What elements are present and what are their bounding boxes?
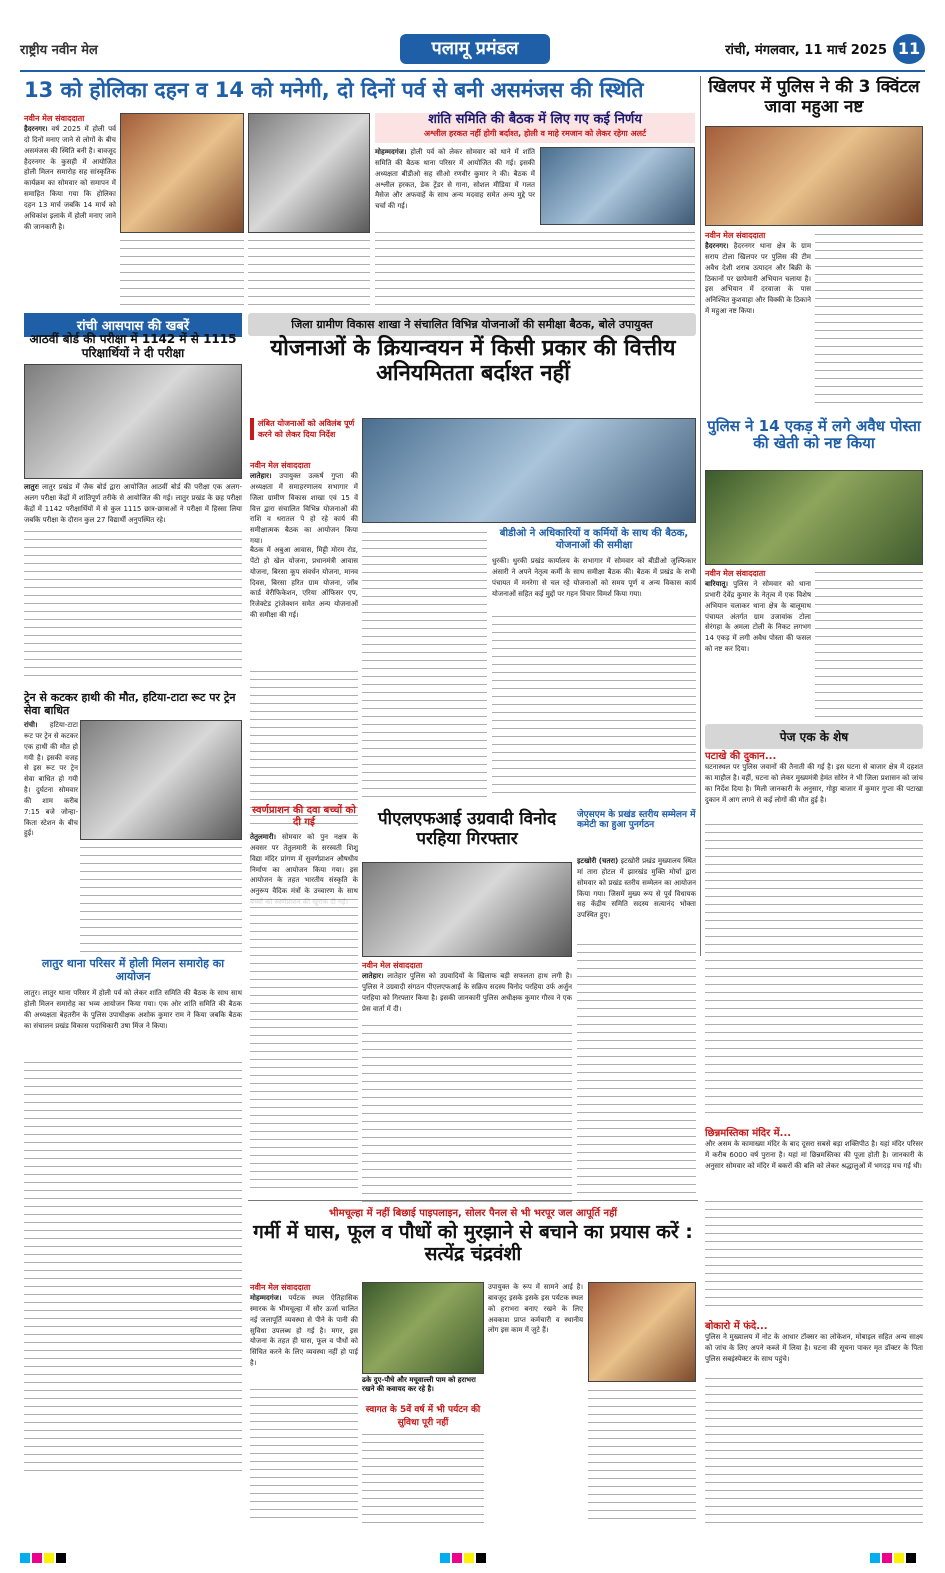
shanti-text: होली पर्व को लेकर सोमवार को थाने में शांति समिति की बैठक थाना परिसर में आयोजित की गई। इसकी अध्यक्षता बीडीओ सह सीओ रणवीर कुमार ने की। बैठक में अश्लील हरकत, डेक ट्रेंडर से गाना, सोशल मीडिया में गलत मैसेज और अफवाहें के साथ अन्य मदवाह समेत अन्य मुद्दे पर चर्चा की गई। (375, 148, 535, 211)
plfi-body (362, 971, 572, 1019)
garmi-col4-block (588, 1386, 696, 1526)
col-divider (700, 76, 701, 956)
posta-headline: पुलिस ने 14 एकड़ में लगे अवैध पोस्ता की खेती को नष्ट किया (707, 417, 921, 453)
board-headline: आठवीं बोर्ड की परीक्षा में 1142 में से 1115 परिक्षार्थियों ने दी परीक्षा (29, 332, 237, 360)
posta-dateline: बारियातू। (705, 580, 729, 588)
lead-byline: नवीन मेल संवाददाता (24, 114, 85, 123)
khilpar-text-block (815, 230, 923, 410)
garmi-rule (248, 1200, 698, 1201)
garmi-headline: गर्मी में घास, फूल व पौधों को मुरझाने से बचाने का प्रयास करें : सत्येंद्र चंद्रवंशी (253, 1221, 693, 1265)
issue-date: रांची, मंगलवार, 11 मार्च 2025 (725, 43, 887, 58)
page-ek-s2-block (705, 1197, 923, 1312)
yojana-dateline: लातेहार। (250, 472, 272, 480)
page-ek-s2-title: छिन्नमस्तिका मंदिर में... (705, 1128, 792, 1139)
yojana-body (250, 471, 358, 546)
page-ek-s1-text: घटनास्थल पर पुलिस जवानों की तैनाती की गई है। इस घटना से बाजार क्षेत्र में दहशत का माहौल है। वहीं, घटना को लेकर मुख्यमंत्री हेमंत सोरेन ने भी जिला प्रशासन को जांच का निर्देश दिया है। मिली जानकारी के अनुसार, गोड्डा बाजार में कुमार गुप्ता की पटाखा दुकान में आग लगने से कई लोगों की मौत हुई है। (705, 763, 923, 804)
lead-headline: 13 को होलिका दहन व 14 को मनेगी, दो दिनों पर्व से बनी असमंजस की स्थिति (24, 78, 644, 102)
lead-text-block-2 (248, 236, 370, 308)
yojana-col2-block (362, 528, 487, 800)
masthead-rule (20, 70, 925, 72)
train-headline: ट्रेन से कटकर हाथी की मौत, हटिया-टाटा रूट पर ट्रेन सेवा बाधित (24, 691, 236, 717)
masthead (20, 34, 925, 72)
khilpar-photo (705, 126, 923, 226)
plfi-story (362, 960, 572, 1203)
lead-body (24, 124, 116, 319)
page-ek-s1-title: पटाखे की दुकान... (705, 751, 777, 762)
bdo-text-block (492, 612, 696, 800)
shanti-head-box (375, 113, 695, 143)
plfi-text-block (362, 1021, 572, 1203)
khilpar-byline: नवीन मेल संवाददाता (705, 231, 766, 240)
yojana-pointer (250, 418, 360, 440)
section-banner: पलामू प्रमंडल (400, 34, 550, 64)
print-registration-right (870, 1548, 918, 1567)
shanti-photo (540, 147, 695, 225)
posta-byline: नवीन मेल संवाददाता (705, 569, 766, 578)
holi-milan-text-block (24, 1058, 242, 1478)
khilpar-headline: खिलपर में पुलिस ने की 3 क्विंटल जावा महुआ नष्ट (708, 77, 920, 117)
swarn-body (250, 832, 358, 896)
jsm-dateline: इटखोरी (चतरा) (577, 857, 619, 865)
shanti-body (375, 147, 535, 225)
jsm-text: इटखोरी प्रखंड मुख्यालय स्थित मां तारा होटल में झारखंड मुक्ति मोर्चा द्वारा सोमवार को प्रखंड स्तरीय सम्मेलन का आयोजन किया गया। जिसमें मुख्य रूप से पूर्व विधायक सह केंद्रीय समिति सदस्य सत्यानंद भोक्ता उपस्थित हुए। (577, 857, 696, 920)
garmi-text-2: उपायुक्त के रूप में सामने आई है। बावजूद इसके इसके इस पर्यटक स्थल को हराभरा बनाए रखने के लिए अवकाश प्राप्त कर्मचारी व स्थानीय लोग इस काम में जुटे हैं। (488, 1283, 583, 1335)
holi-milan-body: लातुर। लातुर थाना परिसर में होली पर्व को लेकर शांति समिति की बैठक के साथ साथ होली मिलन समारोह का भव्य आयोजन किया गया। एक ओर शांति समिति की बैठक की अध्यक्षता बेहतरीन के पुलिस उपाधीक्षक अशोक कुमार राम ने किया जबकि बैठक का संचालन प्रखंड विकास पदाधिकारी उषा मिंज ने किया। (24, 989, 242, 1030)
swarn-headline: स्वर्णप्राशन की दवा बच्चों को दी गई (252, 805, 356, 828)
plfi-dateline: लातेहार। (362, 972, 384, 980)
yojana-byline: नवीन मेल संवाददाता (250, 461, 311, 470)
train-dateline: रांची। (24, 721, 38, 729)
ranchi-box-title: रांची आसपास की खबरें (24, 313, 242, 337)
board-body (24, 482, 242, 687)
garmi-caption-2: स्वागत के 5वें वर्ष में भी पर्यटन की सुविधा पूरी नहीं (365, 1405, 481, 1428)
page-ek-s2-text: और असम के कामाख्या मंदिर के बाद दूसरा सबसे बड़ा शक्तिपीठ है। यहां मंदिर परिसर में करीब 6000 वर्ष पुराना है। यहां मां छिन्नमस्तिका की पूजा होती है। जानकारी के अनुसार सोमवार को मंदिर में बकरों की बलि को लेकर श्रद्धालुओं में भगदड़ मच गई थी। (705, 1140, 923, 1170)
garmi-dateline: मोहम्मदगंज। (250, 1294, 282, 1302)
garmi-text-block (250, 1385, 358, 1525)
khilpar-dateline: हैदरनगर। (705, 242, 729, 250)
page-ek-s1-block (705, 820, 923, 1120)
jsm-body (577, 856, 696, 936)
yojana-strap: जिला ग्रामीण विकास शाखा ने संचालित विभिन्न योजनाओं की समीक्षा बैठक, बोले उपायुक्त (248, 313, 696, 336)
page-number: 11 (893, 34, 925, 64)
khilpar-story (705, 230, 811, 416)
jsm-headline: जेएसएम के प्रखंड स्तरीय सम्मेलन में कमेटी का हुआ पुनर्गठन (577, 810, 696, 831)
page-ek-s3-text: पुलिस ने मुख्यालय में नोट के आधार टॉक्सर का लोकेशन, मोबाइल सहित अन्य साक्ष्य को जांच के लिए अपने कब्जे में लिया है। घटना की सूचना पाकर मृत डॉक्टर के पिता पुलिस सबइंस्पेक्टर के साथ पहुंचे। (705, 1333, 923, 1363)
yojana-pointer-text: लंबित योजनाओं को अविलंब पूर्ण करने को लेकर दिया निर्देश (258, 419, 355, 439)
shanti-subhead: अश्लील हरकत नहीं होगी बर्दाश्त, होली व माहे रमजान को लेकर रहेगा अलर्ट (423, 128, 647, 138)
shanti-headline: शांति समिति की बैठक में लिए गए कई निर्णय (428, 112, 642, 127)
yojana-headline: योजनाओं के क्रियान्वयन में किसी प्रकार की वित्तीय अनियमितता बर्दाश्त नहीं (270, 336, 676, 387)
plfi-text: लातेहार पुलिस को उग्रवादियों के खिलाफ बड़ी सफलता हाथ लगी है। पुलिस ने उग्रवादी संगठन पीएलएफआई के सक्रिय सदस्य विनोद परहिया उर्फ अर्जुन परहिया को गिरफ्तार किया है। इसकी जानकारी पुलिस अधीक्षक कुमार गौरव ने एक प्रेस वार्ता में दी। (362, 972, 572, 1013)
posta-text-block (815, 568, 923, 718)
jsm-text-block (577, 940, 696, 1195)
plfi-byline: नवीन मेल संवाददाता (362, 961, 423, 970)
yojana-photo (362, 418, 696, 523)
board-dateline: लातुरः (24, 483, 39, 491)
garmi-col2-block (362, 1430, 484, 1525)
lead-photo-2 (248, 113, 370, 233)
swarn-text: सोमवार को पुन नक्षत्र के अवसर पर तेतुलमारी के सरस्वती शिशु विद्या मंदिर प्रांगण में सुवर्णप्राशन औषधीय निर्माण का आयोजन किया गया। इस आयोजन के तहत भारतीय संस्कृति के अनुरूप वैदिक मंत्रों के उच्चारण के साथ (250, 833, 358, 896)
train-text: हटिया-टाटा रूट पर ट्रेन से कटकर एक हाथी की मौत हो गयी है। इसकी वजह से इस रूट पर ट्रेन सेवा बाधित हो गयी है। दुर्घटना सोमवार की शाम करीब 7:15 बजे जोन्हा-किता स्टेशन के बीच हुई। (24, 721, 78, 838)
posta-photo (705, 470, 923, 565)
page-ek-s3-title: बोकारो में फंदे... (705, 1321, 768, 1332)
garmi-caption-1: ढके दुए-पौधे और मचूवाल्ली पाम को हराभरा रखने की कवायद कर रहे है। (362, 1376, 476, 1393)
posta-body (705, 579, 811, 729)
board-photo (24, 364, 242, 479)
garmi-text: पर्यटक स्थल ऐतिहासिक स्मारक के भीमचूल्हा में सौर ऊर्जा चालित नई जलापूर्ति व्यवस्था से पीने के पानी की सुविधा उपलब्ध हो गई है। मगर, इस योजना के तहत ही घास, फूल व पौधों को सिंचित करने के लिए व्यवस्था नहीं हो पाई है। (250, 1294, 358, 1368)
plfi-photo (362, 862, 572, 957)
posta-text: पुलिस ने सोमवार को थाना प्रभारी देवेंद्र कुमार के नेतृत्व में एक विशेष अभियान चलाकर थाना क्षेत्र के बालूमाथ पंचायत अंतर्गत ग्राम उजावांक टोला सेरंगहा के अमला टोली के निकट लगभग 14 एकड़ में लगी अवैध पोस्ता की फसल को नष्ट कर दिया। (705, 580, 811, 654)
page-ek-s3-block (705, 1374, 923, 1524)
posta-story (705, 568, 811, 729)
yojana-story (250, 460, 358, 827)
garmi-strap: भीमचूल्हा में नहीं बिछाई पाइपलाइन, सोलर पैनल से भी भरपूर जल आपूर्ति नहीं (328, 1208, 617, 1219)
lead-photo (120, 113, 244, 233)
khilpar-text: हैदरनगर थाना क्षेत्र के ग्राम सराय टोला खिलपर पर पुलिस की टीम अवैध देशी शराब उत्पादन और बिक्री के ठिकानों पर छापेमारी अभियान चलाया है। इस अभियान में दरवाजा के पास अनिश्चित कुशवाहा और विक्की के ठिकाने में महुआ नष्ट किया। (705, 242, 812, 316)
train-body (24, 720, 78, 920)
yojana-text-2: बैठक में अबुआ आवास, मिट्टी मोरम रोड, पेंटो हो खेल योजना, प्रधानमंत्री आवास योजना, बिरसा कूप संवर्धन योजना, मानव दिवस, बिरसा हरित ग्राम योजना, जॉब कार्ड वेरीफिकेशन, एरिया ऑफिसर एप, रिजेक्टेड ट्रांजेक्शन समेत अन्य योजनाओं की समीक्षा की गई। (250, 546, 358, 620)
lead-text: वर्ष 2025 में होली पर्व दो दिनों मनाए जाने से लोगों के बीच असमंजस की स्थिति बनी है। बावजूद हैदरनगर के कुसही में आयोजित होली मिलन समारोह सह सांस्कृतिक कार्यक्रम का सोमवार को समापन में समाहित किया गया कि होलिका दहन 13 मार्च जबकि 14 मार्च को अधिकांश इलाके में होली मनाए जाने की जानकारी है। (24, 125, 117, 231)
garmi-body (250, 1293, 358, 1383)
board-text: लातुर प्रखंड में जैक बोर्ड द्वारा आयोजित आठवीं बोर्ड की परीक्षा एक अलग-अलग परीक्षा केंद्रों में शांतिपूर्ण तरीके से आयोजित की गई। लातुर प्रखंड के छह परीक्षा केंद्रों में 1142 परीक्षार्थियों में से कुल 1115 छात्र-छात्राओं ने परीक्षा में हिस्सा लिया जबकि परीक्षा के दौरान कुल 27 विद्यार्थी अनुपस्थित रहे। (24, 483, 242, 524)
shanti-dateline: मोहम्मदगंज। (375, 148, 407, 156)
plfi-headline: पीएलएफआई उग्रवादी विनोद परहिया गिरफ्तार (378, 809, 556, 849)
train-text-block (80, 843, 242, 953)
shanti-text-block (375, 228, 695, 308)
train-photo (80, 720, 242, 840)
bdo-headline: बीडीओ ने अधिकारियों व कर्मियों के साथ की बैठक, योजनाओं की समीक्षा (499, 528, 689, 551)
lead-text-block (120, 236, 244, 308)
holi-milan-headline: लातुर थाना परिसर में होली मिलन समारोह का आयोजन (41, 957, 225, 983)
garmi-photo-1 (362, 1282, 484, 1374)
swarn-text-block (250, 895, 358, 1195)
page-ek-title: पेज एक के शेष (705, 724, 923, 749)
khilpar-body (705, 241, 811, 416)
paper-name: राष्ट्रीय नवीन मेल (20, 43, 98, 58)
print-registration-center (440, 1548, 488, 1567)
garmi-byline: नवीन मेल संवाददाता (250, 1283, 311, 1292)
garmi-photo-2 (588, 1282, 696, 1382)
garmi-story (250, 1282, 358, 1525)
lead-dateline: हैदरनगर। (24, 125, 48, 133)
yojana-text: उपायुक्त उत्कर्ष गुप्ता की अध्यक्षता में समाहरणालय सभागार में जिला ग्रामीण विकास शाखा एवं 15 वें वित्त द्वारा संचालित विभिन्न योजनाओं की राशि व धरातल पे हो रहे कार्य की समीक्षात्मक बैठक का आयोजन किया गया। (250, 472, 358, 546)
lead-story (24, 113, 116, 319)
bdo-body: धुरकी। धुरकी प्रखंड कार्यालय के सभागार में सोमवार को बीडीओ जुल्फिकार अंसारी ने अपने नेतृत्व कर्मी के साथ समीक्षा बैठक की। बैठक में प्रखंड के सभी पंचायत में मनरेगा से चल रहे योजनाओं को समय पूर्ण व अन्य विकास कार्य योजनाओं सहित कई मुद्दों पर गहन विचार विमर्श किया गया। (492, 557, 696, 598)
swarn-dateline: तेतुलमारी। (250, 833, 277, 841)
yojana-text-block (250, 667, 358, 827)
